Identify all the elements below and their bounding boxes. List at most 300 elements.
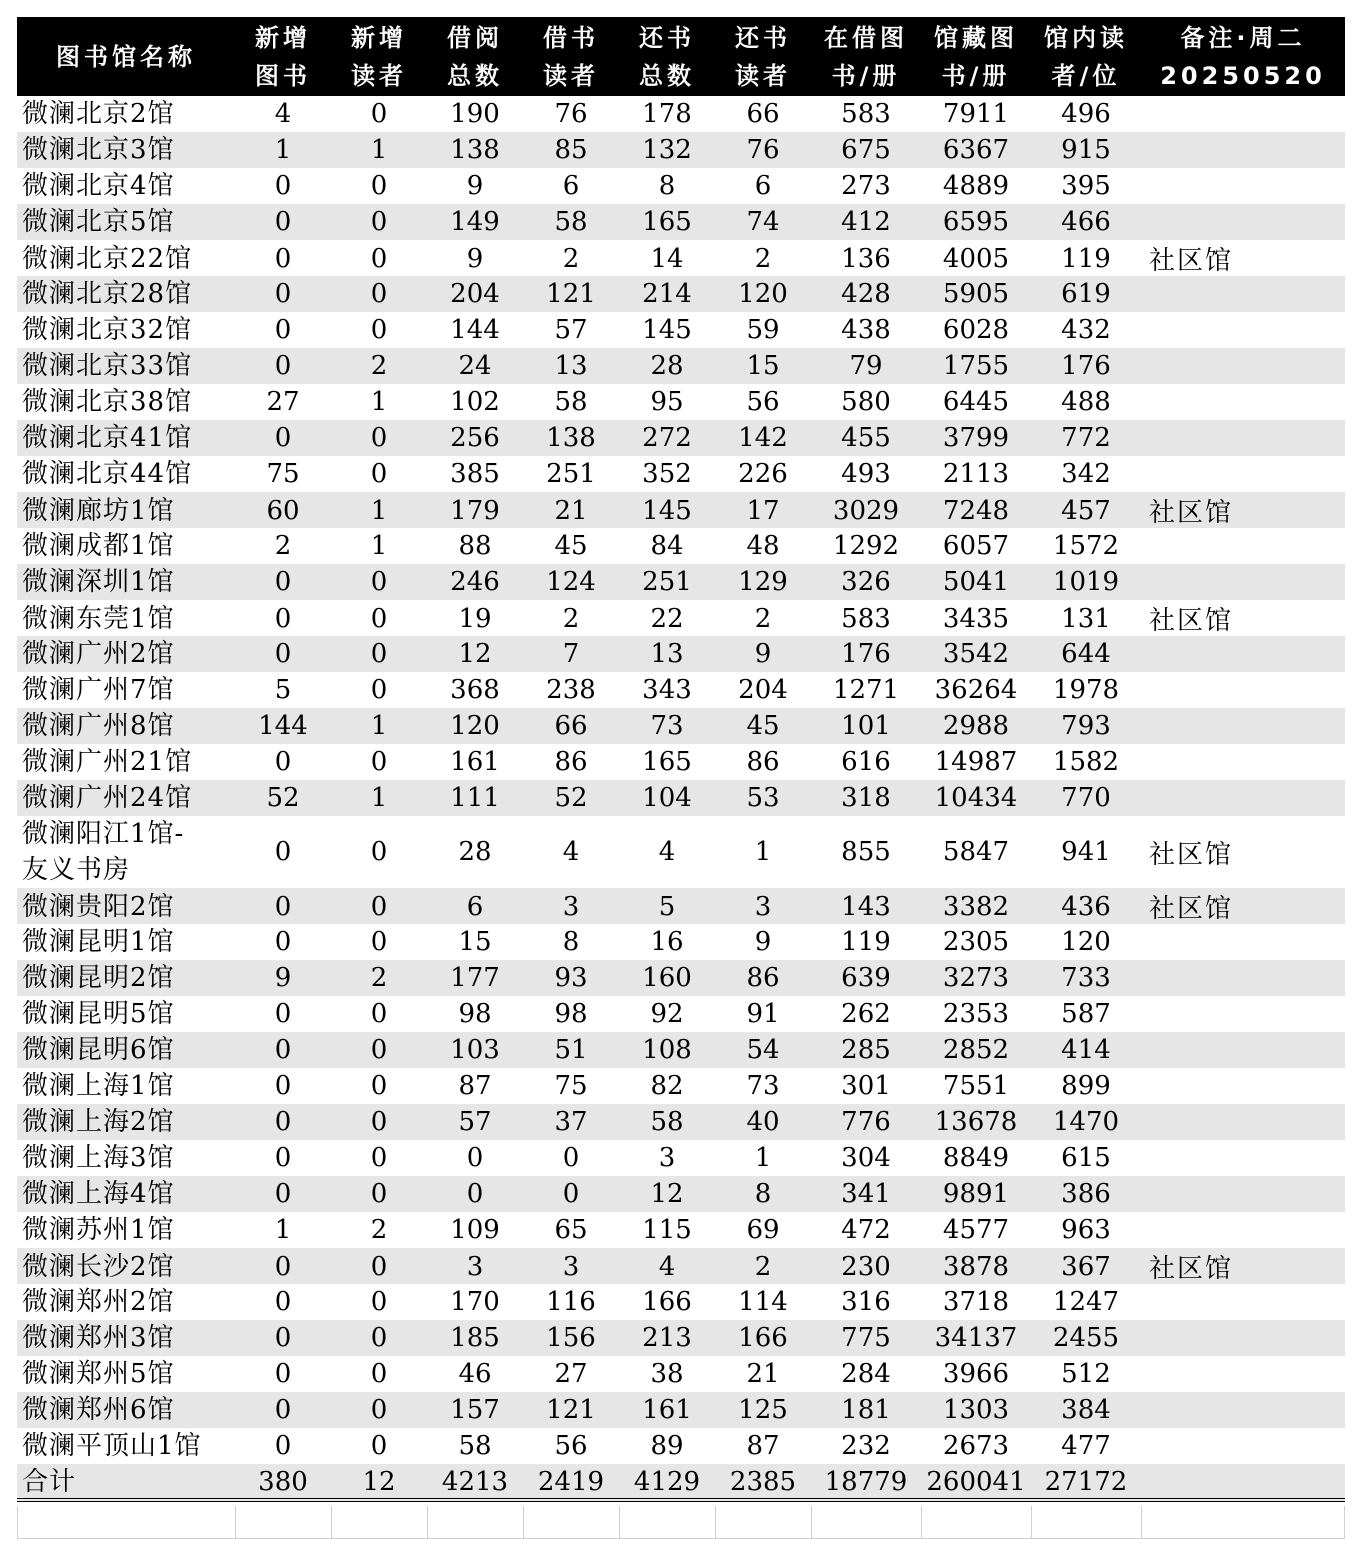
value-cell[interactable]: 185 — [450, 1323, 500, 1353]
value-cell[interactable]: 0 — [370, 459, 388, 489]
value-cell[interactable]: 3273 — [942, 963, 1010, 993]
value-cell[interactable]: 1019 — [1052, 567, 1120, 597]
value-cell[interactable]: 57 — [458, 1107, 492, 1137]
value-cell[interactable]: 414 — [1061, 1035, 1111, 1065]
value-cell[interactable]: 16 — [650, 927, 684, 957]
value-cell[interactable]: 86 — [746, 963, 780, 993]
value-cell[interactable]: 190 — [450, 99, 500, 129]
value-cell[interactable]: 587 — [1061, 999, 1111, 1029]
value-cell[interactable]: 0 — [274, 1251, 292, 1282]
note-cell[interactable]: 社区馆 — [1149, 894, 1234, 924]
value-cell[interactable]: 8 — [658, 171, 676, 201]
column-header[interactable] — [523, 17, 619, 96]
value-cell[interactable]: 46 — [458, 1359, 492, 1389]
value-cell[interactable]: 477 — [1061, 1431, 1111, 1461]
value-cell[interactable]: 0 — [370, 279, 388, 309]
value-cell[interactable]: 75 — [554, 1071, 588, 1101]
value-cell[interactable]: 1 — [370, 135, 388, 165]
value-cell[interactable]: 34137 — [934, 1323, 1018, 1353]
value-cell[interactable]: 0 — [274, 1143, 292, 1173]
value-cell[interactable]: 284 — [841, 1359, 891, 1389]
value-cell[interactable]: 438 — [841, 315, 891, 345]
value-cell[interactable]: 0 — [274, 837, 292, 867]
library-name-cell[interactable] — [17, 1284, 235, 1320]
value-cell[interactable]: 8849 — [942, 1143, 1010, 1173]
note-cell[interactable] — [1141, 1032, 1345, 1068]
value-cell[interactable]: 2419 — [537, 1467, 605, 1497]
value-cell[interactable]: 0 — [370, 891, 388, 922]
value-cell[interactable]: 88 — [458, 531, 492, 561]
value-cell[interactable]: 395 — [1061, 171, 1111, 201]
value-cell[interactable]: 0 — [370, 603, 388, 634]
value-cell[interactable]: 58 — [650, 1107, 684, 1137]
empty-row[interactable] — [17, 1506, 1345, 1539]
value-cell[interactable]: 342 — [1061, 459, 1111, 489]
library-name-cell[interactable] — [17, 96, 235, 132]
value-cell[interactable]: 73 — [650, 711, 684, 741]
note-cell[interactable] — [1141, 1176, 1345, 1212]
library-name-cell[interactable] — [17, 636, 235, 672]
note-cell[interactable] — [1141, 1284, 1345, 1320]
value-cell[interactable]: 2 — [370, 963, 388, 993]
note-cell[interactable] — [1141, 708, 1345, 744]
value-cell[interactable]: 2852 — [942, 1035, 1010, 1065]
value-cell[interactable]: 386 — [1061, 1179, 1111, 1209]
library-name-cell[interactable] — [17, 204, 235, 240]
value-cell[interactable]: 793 — [1061, 711, 1111, 741]
value-cell[interactable]: 273 — [841, 171, 891, 201]
value-cell[interactable]: 4 — [562, 837, 580, 867]
value-cell[interactable]: 176 — [841, 639, 891, 669]
value-cell[interactable]: 8 — [562, 927, 580, 957]
value-cell[interactable]: 111 — [450, 783, 500, 813]
value-cell[interactable]: 384 — [1061, 1395, 1111, 1425]
value-cell[interactable]: 144 — [258, 711, 308, 741]
value-cell[interactable]: 1 — [274, 135, 292, 165]
library-name-cell[interactable] — [17, 1212, 235, 1248]
note-cell[interactable] — [1141, 420, 1345, 456]
value-cell[interactable]: 367 — [1061, 1251, 1111, 1282]
value-cell[interactable]: 0 — [274, 999, 292, 1029]
value-cell[interactable]: 580 — [841, 387, 891, 417]
note-cell[interactable]: 社区馆 — [1149, 839, 1234, 870]
value-cell[interactable]: 45 — [554, 531, 588, 561]
value-cell[interactable]: 213 — [642, 1323, 692, 1353]
value-cell[interactable]: 0 — [274, 891, 292, 922]
note-cell[interactable] — [1141, 96, 1345, 132]
value-cell[interactable]: 6 — [562, 171, 580, 201]
value-cell[interactable]: 899 — [1061, 1071, 1111, 1101]
value-cell[interactable]: 5 — [658, 891, 676, 922]
value-cell[interactable]: 230 — [841, 1251, 891, 1282]
value-cell[interactable]: 0 — [274, 1287, 292, 1317]
value-cell[interactable]: 0 — [370, 1035, 388, 1065]
value-cell[interactable]: 27172 — [1044, 1467, 1128, 1497]
value-cell[interactable]: 0 — [274, 1431, 292, 1461]
library-name-cell[interactable] — [17, 1176, 235, 1212]
value-cell[interactable]: 6057 — [942, 531, 1010, 561]
value-cell[interactable]: 131 — [1061, 603, 1111, 634]
value-cell[interactable]: 143 — [841, 891, 891, 922]
library-name-cell[interactable] — [17, 240, 235, 277]
value-cell[interactable]: 161 — [642, 1395, 692, 1425]
value-cell[interactable]: 0 — [274, 1107, 292, 1137]
value-cell[interactable]: 37 — [554, 1107, 588, 1137]
value-cell[interactable]: 138 — [450, 135, 500, 165]
note-cell[interactable] — [1141, 348, 1345, 384]
value-cell[interactable]: 0 — [370, 423, 388, 453]
value-cell[interactable]: 0 — [274, 243, 292, 274]
value-cell[interactable]: 1470 — [1052, 1107, 1120, 1137]
value-cell[interactable]: 86 — [746, 747, 780, 777]
column-header[interactable] — [1031, 17, 1141, 96]
value-cell[interactable]: 85 — [554, 135, 588, 165]
value-cell[interactable]: 0 — [274, 567, 292, 597]
value-cell[interactable]: 59 — [746, 315, 780, 345]
value-cell[interactable]: 116 — [546, 1287, 596, 1317]
value-cell[interactable]: 0 — [370, 207, 388, 237]
value-cell[interactable]: 87 — [458, 1071, 492, 1101]
value-cell[interactable]: 5 — [274, 675, 292, 705]
value-cell[interactable]: 0 — [274, 927, 292, 957]
value-cell[interactable]: 7911 — [942, 99, 1010, 129]
value-cell[interactable]: 1 — [370, 495, 388, 526]
value-cell[interactable]: 12 — [362, 1467, 396, 1497]
value-cell[interactable]: 512 — [1061, 1359, 1111, 1389]
note-cell[interactable] — [1141, 636, 1345, 672]
value-cell[interactable]: 457 — [1061, 495, 1111, 526]
value-cell[interactable]: 256 — [450, 423, 500, 453]
library-name-cell[interactable] — [17, 780, 235, 816]
value-cell[interactable]: 616 — [841, 747, 891, 777]
column-header[interactable] — [17, 17, 235, 96]
value-cell[interactable]: 28 — [458, 837, 492, 867]
value-cell[interactable]: 0 — [562, 1143, 580, 1173]
note-cell[interactable] — [1141, 1320, 1345, 1356]
value-cell[interactable]: 6 — [466, 891, 484, 922]
value-cell[interactable]: 251 — [642, 567, 692, 597]
value-cell[interactable]: 455 — [841, 423, 891, 453]
library-name-cell[interactable] — [17, 960, 235, 996]
value-cell[interactable]: 84 — [650, 531, 684, 561]
value-cell[interactable]: 56 — [746, 387, 780, 417]
value-cell[interactable]: 368 — [450, 675, 500, 705]
value-cell[interactable]: 3 — [562, 1251, 580, 1282]
note-cell[interactable] — [1141, 1392, 1345, 1428]
note-cell[interactable] — [1141, 312, 1345, 348]
value-cell[interactable]: 262 — [841, 999, 891, 1029]
value-cell[interactable]: 3718 — [942, 1287, 1010, 1317]
value-cell[interactable]: 488 — [1061, 387, 1111, 417]
value-cell[interactable]: 2 — [274, 531, 292, 561]
value-cell[interactable]: 10434 — [934, 783, 1018, 813]
library-name-cell[interactable] — [17, 600, 235, 637]
value-cell[interactable]: 770 — [1061, 783, 1111, 813]
value-cell[interactable]: 583 — [841, 99, 891, 129]
value-cell[interactable]: 1247 — [1052, 1287, 1120, 1317]
value-cell[interactable]: 0 — [370, 1143, 388, 1173]
note-cell[interactable] — [1141, 1464, 1345, 1500]
value-cell[interactable]: 145 — [642, 495, 692, 526]
value-cell[interactable]: 108 — [642, 1035, 692, 1065]
value-cell[interactable]: 18779 — [824, 1467, 908, 1497]
value-cell[interactable]: 0 — [370, 315, 388, 345]
value-cell[interactable]: 7551 — [942, 1071, 1010, 1101]
value-cell[interactable]: 7 — [562, 639, 580, 669]
value-cell[interactable]: 121 — [546, 279, 596, 309]
value-cell[interactable]: 4577 — [942, 1215, 1010, 1245]
value-cell[interactable]: 0 — [274, 315, 292, 345]
library-name-cell[interactable] — [17, 492, 235, 529]
value-cell[interactable]: 101 — [841, 711, 891, 741]
library-name-cell[interactable] — [17, 1248, 235, 1285]
value-cell[interactable]: 75 — [266, 459, 300, 489]
value-cell[interactable]: 13 — [554, 351, 588, 381]
value-cell[interactable]: 0 — [274, 207, 292, 237]
value-cell[interactable]: 615 — [1061, 1143, 1111, 1173]
value-cell[interactable]: 3966 — [942, 1359, 1010, 1389]
column-header[interactable] — [1141, 17, 1345, 96]
note-cell[interactable] — [1141, 1104, 1345, 1140]
value-cell[interactable]: 3382 — [942, 891, 1010, 922]
value-cell[interactable]: 1 — [370, 387, 388, 417]
value-cell[interactable]: 177 — [450, 963, 500, 993]
value-cell[interactable]: 5905 — [942, 279, 1010, 309]
value-cell[interactable]: 380 — [258, 1467, 308, 1497]
value-cell[interactable]: 156 — [546, 1323, 596, 1353]
value-cell[interactable]: 58 — [458, 1431, 492, 1461]
value-cell[interactable]: 0 — [370, 171, 388, 201]
value-cell[interactable]: 76 — [554, 99, 588, 129]
column-header[interactable] — [427, 17, 523, 96]
note-cell[interactable] — [1141, 1212, 1345, 1248]
value-cell[interactable]: 941 — [1061, 837, 1111, 867]
value-cell[interactable]: 915 — [1061, 135, 1111, 165]
value-cell[interactable]: 19 — [458, 603, 492, 634]
value-cell[interactable]: 181 — [841, 1395, 891, 1425]
value-cell[interactable]: 4 — [274, 99, 292, 129]
value-cell[interactable]: 0 — [274, 351, 292, 381]
value-cell[interactable]: 4005 — [942, 243, 1010, 274]
value-cell[interactable]: 204 — [450, 279, 500, 309]
column-header[interactable] — [921, 17, 1031, 96]
value-cell[interactable]: 318 — [841, 783, 891, 813]
value-cell[interactable]: 86 — [554, 747, 588, 777]
value-cell[interactable]: 0 — [370, 1071, 388, 1101]
value-cell[interactable]: 129 — [738, 567, 788, 597]
library-name-cell[interactable] — [17, 276, 235, 312]
value-cell[interactable]: 1292 — [832, 531, 900, 561]
value-cell[interactable]: 40 — [746, 1107, 780, 1137]
value-cell[interactable]: 0 — [466, 1143, 484, 1173]
value-cell[interactable]: 9891 — [942, 1179, 1010, 1209]
value-cell[interactable]: 12 — [458, 639, 492, 669]
value-cell[interactable]: 2 — [562, 603, 580, 634]
value-cell[interactable]: 2 — [370, 351, 388, 381]
library-name-cell[interactable] — [17, 420, 235, 456]
value-cell[interactable]: 2 — [370, 1215, 388, 1245]
value-cell[interactable]: 166 — [642, 1287, 692, 1317]
value-cell[interactable]: 4213 — [441, 1467, 509, 1497]
value-cell[interactable]: 53 — [746, 783, 780, 813]
value-cell[interactable]: 301 — [841, 1071, 891, 1101]
note-cell[interactable]: 社区馆 — [1149, 1254, 1234, 1284]
value-cell[interactable]: 775 — [841, 1323, 891, 1353]
note-cell[interactable] — [1141, 924, 1345, 960]
value-cell[interactable]: 124 — [546, 567, 596, 597]
column-header[interactable] — [235, 17, 331, 96]
value-cell[interactable]: 1755 — [942, 351, 1010, 381]
value-cell[interactable]: 3 — [562, 891, 580, 922]
value-cell[interactable]: 204 — [738, 675, 788, 705]
value-cell[interactable]: 22 — [650, 603, 684, 634]
value-cell[interactable]: 45 — [746, 711, 780, 741]
value-cell[interactable]: 733 — [1061, 963, 1111, 993]
value-cell[interactable]: 639 — [841, 963, 891, 993]
value-cell[interactable]: 36264 — [934, 675, 1018, 705]
value-cell[interactable]: 89 — [650, 1431, 684, 1461]
value-cell[interactable]: 98 — [554, 999, 588, 1029]
value-cell[interactable]: 3 — [658, 1143, 676, 1173]
value-cell[interactable]: 466 — [1061, 207, 1111, 237]
value-cell[interactable]: 114 — [738, 1287, 788, 1317]
value-cell[interactable]: 52 — [266, 783, 300, 813]
value-cell[interactable]: 855 — [841, 837, 891, 867]
value-cell[interactable]: 0 — [274, 423, 292, 453]
value-cell[interactable]: 0 — [370, 747, 388, 777]
value-cell[interactable]: 138 — [546, 423, 596, 453]
value-cell[interactable]: 157 — [450, 1395, 500, 1425]
value-cell[interactable]: 176 — [1061, 351, 1111, 381]
library-name-cell[interactable] — [17, 528, 235, 564]
value-cell[interactable]: 2 — [754, 1251, 772, 1282]
value-cell[interactable]: 2113 — [942, 459, 1010, 489]
value-cell[interactable]: 3799 — [942, 423, 1010, 453]
note-cell[interactable]: 社区馆 — [1149, 498, 1234, 528]
value-cell[interactable]: 95 — [650, 387, 684, 417]
value-cell[interactable]: 1271 — [832, 675, 900, 705]
value-cell[interactable]: 0 — [274, 1071, 292, 1101]
value-cell[interactable]: 963 — [1061, 1215, 1111, 1245]
library-name-cell[interactable] — [17, 924, 235, 960]
library-name-cell[interactable] — [17, 132, 235, 168]
note-cell[interactable] — [1141, 996, 1345, 1032]
value-cell[interactable]: 119 — [1061, 243, 1111, 274]
value-cell[interactable]: 1303 — [942, 1395, 1010, 1425]
value-cell[interactable]: 8 — [754, 1179, 772, 1209]
value-cell[interactable]: 2455 — [1052, 1323, 1120, 1353]
value-cell[interactable]: 0 — [370, 1359, 388, 1389]
note-cell[interactable]: 社区馆 — [1149, 606, 1234, 636]
value-cell[interactable]: 119 — [841, 927, 891, 957]
value-cell[interactable]: 9 — [754, 927, 772, 957]
value-cell[interactable]: 165 — [642, 207, 692, 237]
value-cell[interactable]: 776 — [841, 1107, 891, 1137]
value-cell[interactable]: 66 — [554, 711, 588, 741]
value-cell[interactable]: 0 — [370, 1107, 388, 1137]
value-cell[interactable]: 66 — [746, 99, 780, 129]
value-cell[interactable]: 385 — [450, 459, 500, 489]
library-name-cell[interactable] — [17, 1104, 235, 1140]
value-cell[interactable]: 272 — [642, 423, 692, 453]
value-cell[interactable]: 65 — [554, 1215, 588, 1245]
value-cell[interactable]: 2353 — [942, 999, 1010, 1029]
library-name-cell[interactable] — [17, 744, 235, 780]
value-cell[interactable]: 326 — [841, 567, 891, 597]
library-name-cell[interactable] — [17, 1140, 235, 1176]
value-cell[interactable]: 0 — [274, 1179, 292, 1209]
value-cell[interactable]: 14 — [650, 243, 684, 274]
value-cell[interactable]: 178 — [642, 99, 692, 129]
value-cell[interactable]: 1 — [370, 711, 388, 741]
value-cell[interactable]: 120 — [1061, 927, 1111, 957]
value-cell[interactable]: 92 — [650, 999, 684, 1029]
value-cell[interactable]: 0 — [370, 1179, 388, 1209]
value-cell[interactable]: 226 — [738, 459, 788, 489]
note-cell[interactable] — [1141, 672, 1345, 708]
value-cell[interactable]: 79 — [849, 351, 883, 381]
value-cell[interactable]: 1978 — [1052, 675, 1120, 705]
value-cell[interactable]: 352 — [642, 459, 692, 489]
value-cell[interactable]: 0 — [274, 603, 292, 634]
value-cell[interactable]: 0 — [274, 639, 292, 669]
library-name-cell[interactable] — [17, 348, 235, 384]
value-cell[interactable]: 0 — [370, 999, 388, 1029]
value-cell[interactable]: 170 — [450, 1287, 500, 1317]
note-cell[interactable] — [1141, 1140, 1345, 1176]
note-cell[interactable] — [1141, 744, 1345, 780]
value-cell[interactable]: 0 — [370, 99, 388, 129]
note-cell[interactable] — [1141, 780, 1345, 816]
value-cell[interactable]: 285 — [841, 1035, 891, 1065]
note-cell[interactable] — [1141, 384, 1345, 420]
value-cell[interactable]: 161 — [450, 747, 500, 777]
library-name-cell[interactable] — [17, 1068, 235, 1104]
value-cell[interactable]: 82 — [650, 1071, 684, 1101]
value-cell[interactable]: 0 — [274, 1035, 292, 1065]
value-cell[interactable]: 9 — [466, 171, 484, 201]
value-cell[interactable]: 14987 — [934, 747, 1018, 777]
value-cell[interactable]: 56 — [554, 1431, 588, 1461]
value-cell[interactable]: 7248 — [942, 495, 1010, 526]
value-cell[interactable]: 13678 — [934, 1107, 1018, 1137]
library-name-cell[interactable] — [17, 888, 235, 925]
value-cell[interactable]: 772 — [1061, 423, 1111, 453]
value-cell[interactable]: 472 — [841, 1215, 891, 1245]
value-cell[interactable]: 57 — [554, 315, 588, 345]
note-cell[interactable] — [1141, 1068, 1345, 1104]
value-cell[interactable]: 149 — [450, 207, 500, 237]
value-cell[interactable]: 0 — [370, 1395, 388, 1425]
note-cell[interactable] — [1141, 204, 1345, 240]
value-cell[interactable]: 3 — [754, 891, 772, 922]
value-cell[interactable]: 102 — [450, 387, 500, 417]
value-cell[interactable]: 87 — [746, 1431, 780, 1461]
value-cell[interactable]: 1 — [370, 783, 388, 813]
value-cell[interactable]: 2988 — [942, 711, 1010, 741]
value-cell[interactable]: 0 — [466, 1179, 484, 1209]
value-cell[interactable]: 60 — [266, 495, 300, 526]
value-cell[interactable]: 428 — [841, 279, 891, 309]
value-cell[interactable]: 2673 — [942, 1431, 1010, 1461]
value-cell[interactable]: 1 — [754, 1143, 772, 1173]
value-cell[interactable]: 13 — [650, 639, 684, 669]
library-name-cell[interactable] — [17, 708, 235, 744]
value-cell[interactable]: 0 — [274, 1359, 292, 1389]
value-cell[interactable]: 304 — [841, 1143, 891, 1173]
value-cell[interactable]: 12 — [650, 1179, 684, 1209]
value-cell[interactable]: 73 — [746, 1071, 780, 1101]
